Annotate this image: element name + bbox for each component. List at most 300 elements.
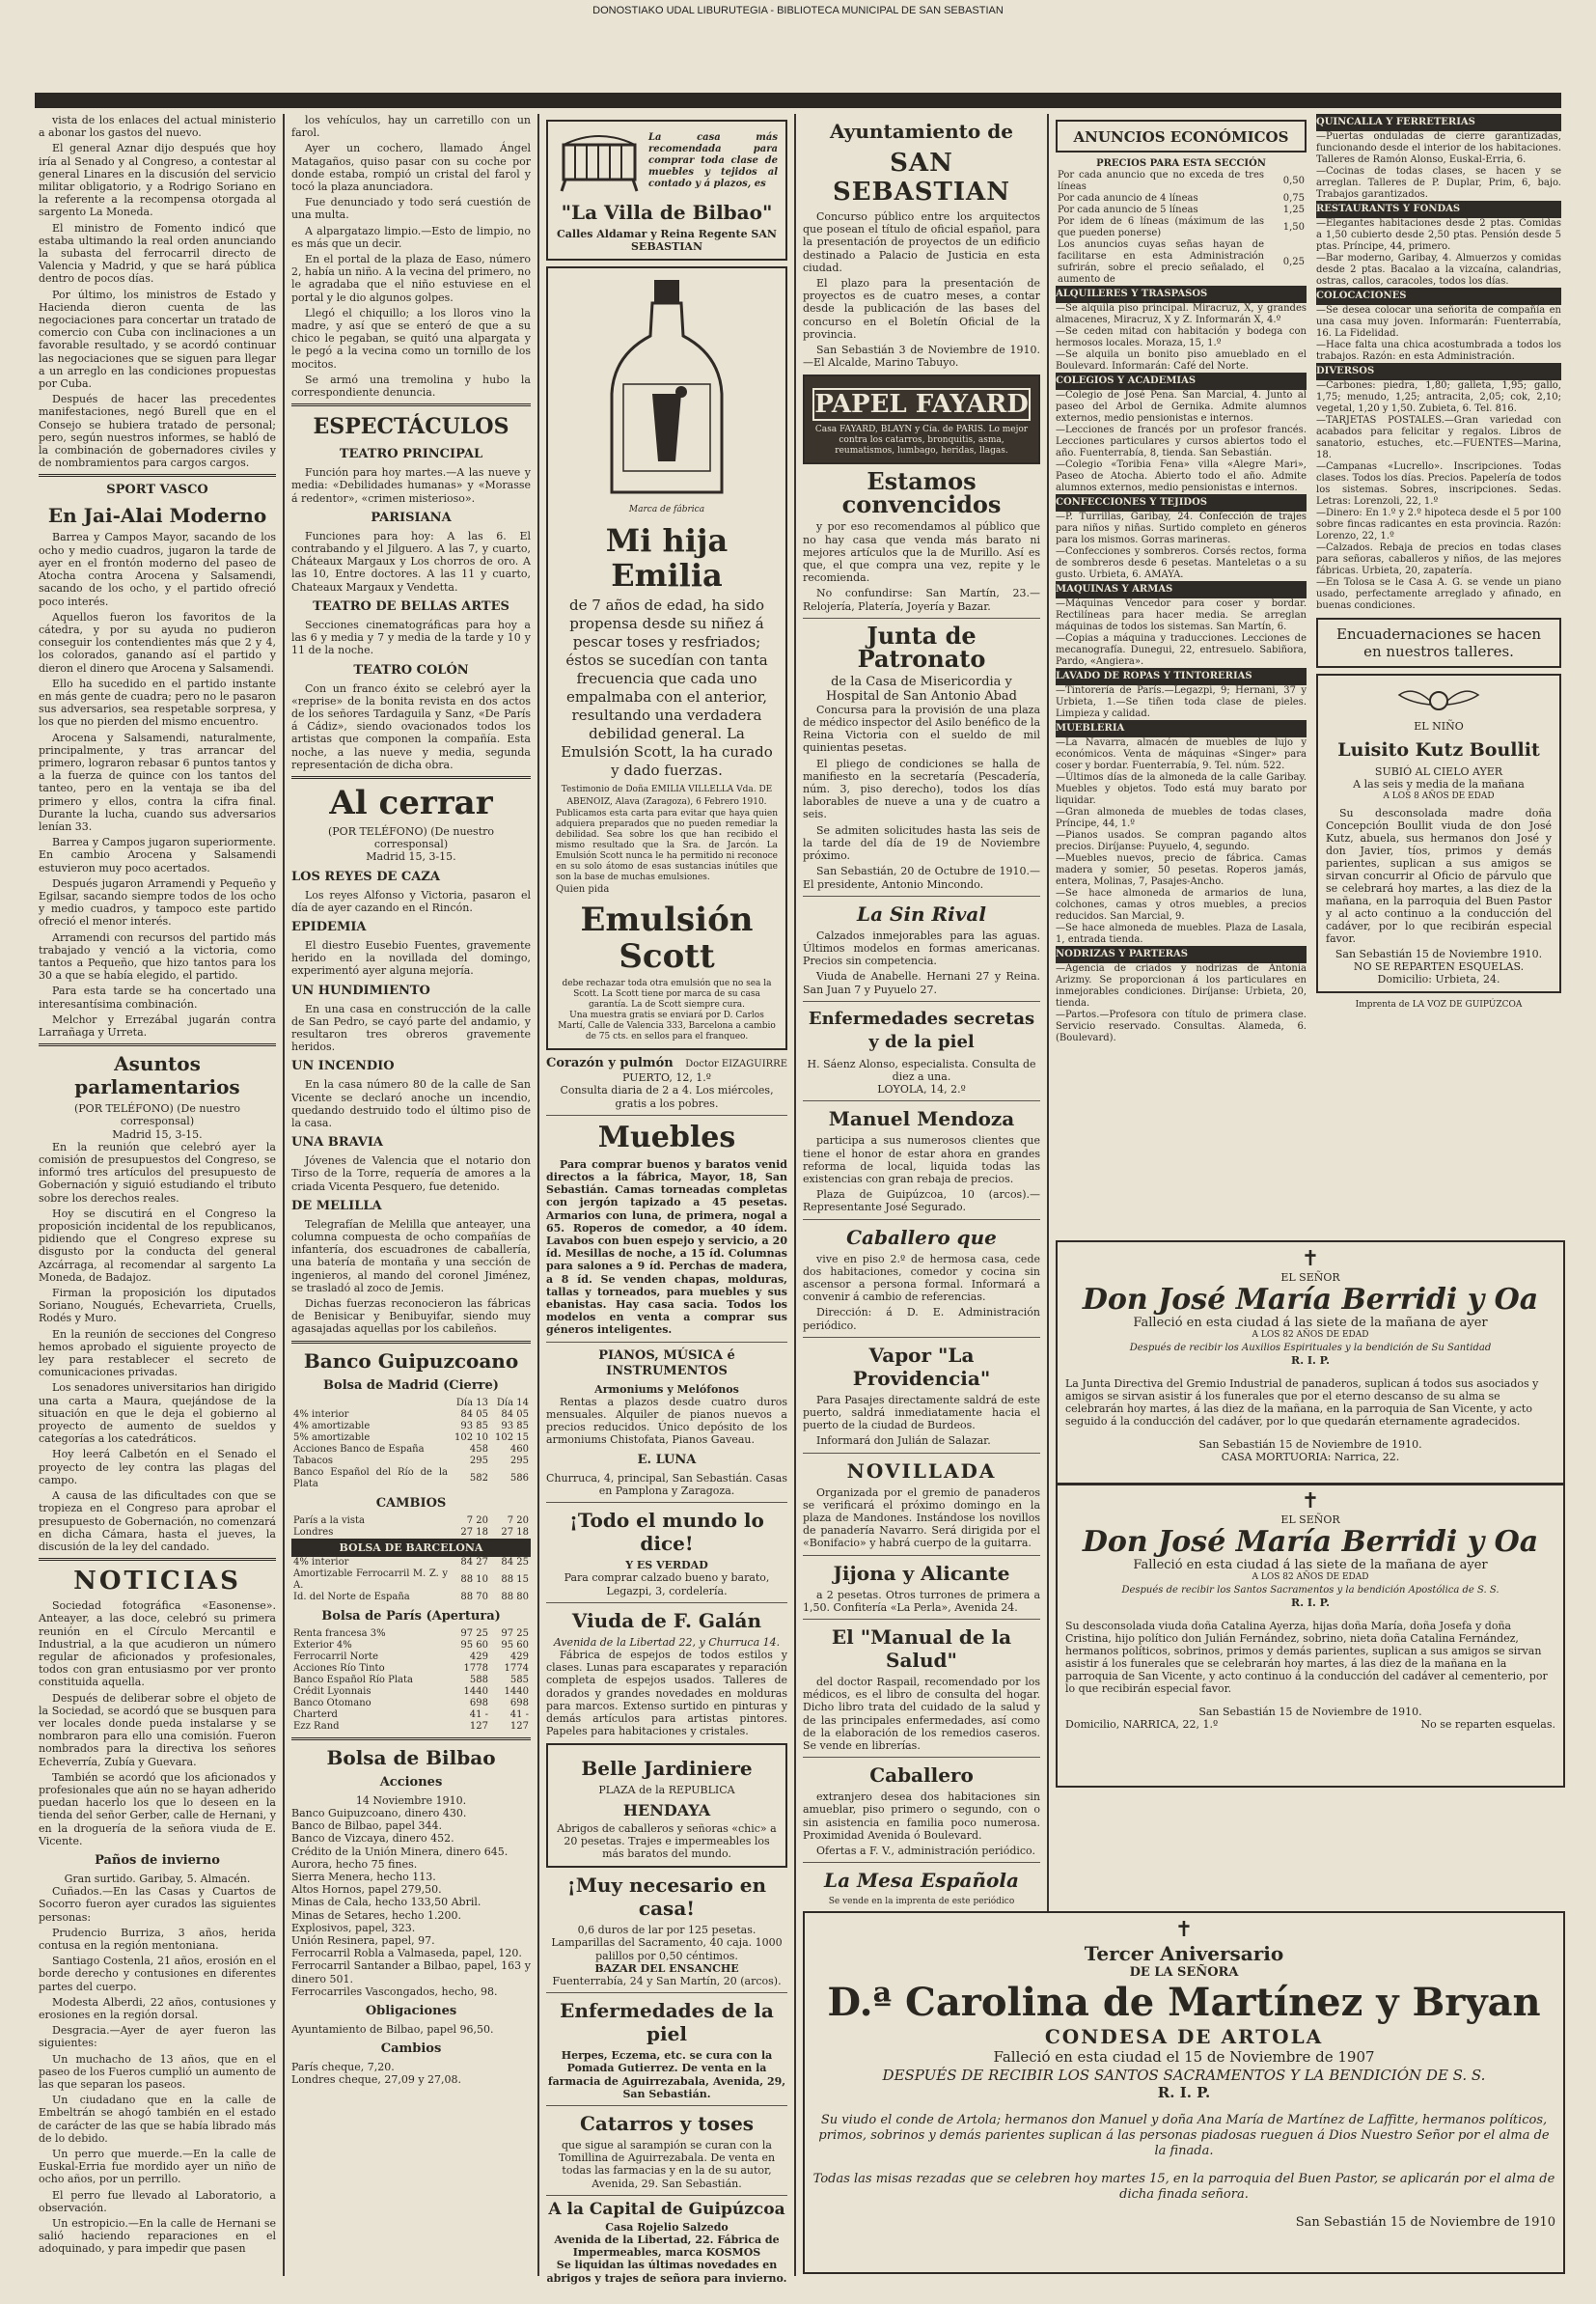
table-cell-value: 1440 bbox=[504, 1685, 529, 1697]
paragraph: vista de los enlaces del actual ministerio a abonar los gastos del nuevo. bbox=[39, 114, 276, 140]
table-cell-value: 7 20 bbox=[507, 1514, 529, 1526]
divider bbox=[291, 1737, 531, 1740]
list-item: Ferrocarriles Vascongados, hecho, 98. bbox=[291, 1985, 498, 1998]
table-cell-value: 84 25 bbox=[501, 1556, 529, 1568]
paragraph: El pliego de condiciones se halla de manifiesto en la secretaría (Pescadería, núm. 3, piso derecho), todos los días laborables de nueve a una y de cuatro a seis. bbox=[803, 757, 1040, 821]
price-label: Por idem de 6 líneas (máximum de las que pueden ponerse) bbox=[1058, 216, 1264, 238]
table-cell-label: Charterd bbox=[293, 1708, 338, 1720]
subhead: MUEBLERIA bbox=[1056, 720, 1307, 737]
headline-banco: Banco Guipuzcoano bbox=[303, 1348, 519, 1373]
paragraph: La Junta Directiva del Gremio Industrial de panaderos, suplican á todos sus asociados y amigos se sirvan asistir á los funerales que por el eterno descanso de su alma se celebrarán hoy martes, á las diez de la mañana, en la parroquia de San Vicente, y acto seguido á la conducción del cadáver, por lo que quedarán eternamente agradecidos. bbox=[1065, 1377, 1539, 1428]
paragraph: Su desconsolada viuda doña Catalina Ayerza, hijas doña María, doña Josefa y doña Cristina, hijo político don Julián Fernández, sobrino, nieta doña Catalina Fernández, hermanos políticos, sobrinos, primos y demás parientes, suplican a sus amigos se sirvan asistir á los funerales que se celebrarán hoy martes, á las diez de la mañana en la parroquia de San Vicente, y acto continuo á la conducción del cadáver al cementerio, por lo que recibirán especial favor. bbox=[1065, 1620, 1548, 1695]
ad-address: Fuenterrabía, 24 y San Martín, 20 (arcos). bbox=[552, 1974, 782, 1987]
classified-item: —P. Turrillas, Garibay, 24. Confección de trajes para niños y niñas. Surtido completo en géneros para los mismos. Gorras marineras. bbox=[1056, 512, 1307, 545]
table-cell-label: Banco Otomano bbox=[293, 1697, 371, 1708]
paragraph: Informará don Julián de Salazar. bbox=[816, 1434, 991, 1448]
table-row bbox=[291, 1421, 531, 1432]
subhead: UNA BRAVIA bbox=[291, 1135, 384, 1151]
paragraph: Concurso público entre los arquitectos que posean el título de oficial español, para la presentación de proyectos de un edificio destinado a Palacio de Justicia en esta ciudad. bbox=[803, 210, 1040, 274]
obit-line: Falleció en esta ciudad á las siete de la mañana de ayer bbox=[1133, 1558, 1488, 1572]
subhead: PARISIANA bbox=[371, 510, 452, 525]
table-cell-label: Tabacos bbox=[293, 1455, 333, 1466]
table-cell-label: Banco Español Río Plata bbox=[293, 1674, 413, 1685]
classified-item: —Copias a máquina y traducciones. Lecciones de mecanografía. Dunegui, 22, entresuelo. Sabiñora, Pardo, «Angiera». bbox=[1056, 633, 1307, 667]
subhead: Obligaciones bbox=[365, 2004, 457, 2019]
subhead: LOS REYES DE CAZA bbox=[291, 869, 440, 884]
obit-line: A las seis y media de la mañana bbox=[1353, 778, 1525, 791]
subhead: ALQUILERES Y TRASPASOS bbox=[1056, 286, 1307, 303]
classified-item: —Últimos días de la almoneda de la calle Garibay. Muebles y objetos. Todo está muy barato por liquidar. bbox=[1056, 772, 1307, 806]
classified-item: —Calzados. Rebaja de precios en todas clases para señoras, caballeros y niños, de las mejores fábricas. Urbieta, 20, zapatería. bbox=[1316, 542, 1561, 576]
table-cell-label: Ferrocarril Norte bbox=[293, 1651, 379, 1662]
ad-text: que sigue al sarampión se curan con la Tomillina de Aguirrezabala. De venta en todas las farmacias y en la de su autor, Avenida, 29. San Sebastián. bbox=[558, 2138, 776, 2190]
paragraph: Barrea y Campos jugaron superiormente. En cambio Arocena y Salsamendi estuvieron muy poco acertados. bbox=[39, 836, 276, 874]
table-cell-value: 458 bbox=[469, 1443, 488, 1455]
paragraph: Función para hoy martes.—A las nueve y media: «Debilidades humanas» y «Morasse á redentor», «crimen misterioso». bbox=[291, 466, 531, 505]
price-label: Por cada anuncio de 4 líneas bbox=[1058, 193, 1198, 204]
ad-title: "La Villa de Bilbao" bbox=[561, 201, 773, 224]
obit-name: Don José María Berridi y Oa bbox=[1082, 1525, 1539, 1559]
classified-item: —Colegio de José Pena. San Marcial, 4. Junto al paseo del Arbol de Gernika. Admite alumnos externos, medio pensionistas e internos. bbox=[1056, 390, 1307, 424]
divider bbox=[291, 776, 531, 779]
column-rule bbox=[537, 114, 539, 2276]
table-cell-value: 97 25 bbox=[501, 1627, 529, 1639]
paragraph: Se armó una tremolina y hubo la correspondiente denuncia. bbox=[291, 373, 531, 400]
subhead: TEATRO COLÓN bbox=[353, 662, 469, 678]
obit-note: NO SE REPARTEN ESQUELAS. bbox=[1353, 960, 1525, 973]
paragraph: Funciones para hoy: A las 6. El contrabando y el Jilguero. A las 7, y cuarto, Cháteaux Margaux y Los chorros de oro. A las 10, Entre doctores. A las 11 y cuarto, Chateaux Margaux y Vendetta. bbox=[291, 529, 531, 594]
paragraph: El diestro Eusebio Fuentes, gravemente herido en la novillada del domingo, experimentó ayer alguna mejoría. bbox=[291, 938, 531, 978]
obituary-berridi-2 bbox=[1056, 1483, 1565, 1788]
column-rule bbox=[794, 114, 796, 2276]
paragraph: Jóvenes de Valencia que el notario don Tirso de la Torre, requería de amores a la criada Vicenta Pesquero, fue detenido. bbox=[291, 1154, 531, 1193]
obit-date: San Sebastián 15 de Noviembre de 1910. bbox=[1198, 1438, 1422, 1451]
table-cell-label: 4% amortizable bbox=[293, 1420, 371, 1431]
paragraph: En una casa en construcción de la calle de San Pedro, se cayó parte del andamio, y resultaron tres obreros gravemente heridos. bbox=[291, 1002, 531, 1054]
obit-date: San Sebastián 15 de Noviembre de 1910. bbox=[1198, 1706, 1422, 1718]
ad-city: SAN SEBASTIAN bbox=[833, 149, 1010, 207]
paragraph: Después de hacer las precedentes manifestaciones, negó Burell que en el Consejo se hubiera tratado de personal; pero, según nuestros informes, se habló de la combinación de gobernadores civiles y de nombramientos para cargos cargos. bbox=[39, 393, 276, 470]
table-cell-value: 698 bbox=[509, 1697, 529, 1708]
table-cell-label: Id. del Norte de España bbox=[293, 1591, 410, 1602]
section-anuncios bbox=[1056, 120, 1307, 153]
table-cell-value: 27 18 bbox=[501, 1526, 529, 1538]
ad-title: Catarros y toses bbox=[579, 2111, 755, 2135]
table-cell-value: 41 - bbox=[469, 1708, 488, 1720]
paragraph: Fábrica de espejos de todos estilos y clases. Lunas para escaparates y reparación completa de espejos usados. Talleres de dorados y grandes novedades en molduras para marcos. Extenso surtido en pinturas y demás artículos para artistas pintores. Papeles para habitaciones y cristales. bbox=[546, 1648, 787, 1738]
divider bbox=[803, 1862, 1040, 1863]
subhead: CONFECCIONES Y TEJIDOS bbox=[1056, 494, 1307, 512]
obit-line: Falleció en esta ciudad el 15 de Noviembre de 1907 bbox=[993, 2048, 1375, 2066]
paragraph: Los senadores universitarios han dirigido una carta a Maura, quejándose de la situación en que le deja el gobierno al proyecto de aumento de sueldos y categorías a los catedráticos. bbox=[39, 1381, 276, 1446]
cross-icon: ✝ bbox=[1174, 1918, 1194, 1942]
list-item: Unión Resinera, papel, 97. bbox=[291, 1934, 435, 1948]
classified-item: —Dinero: En 1.º y 2.º hipoteca desde el 5 por 100 sobre fincas radicantes en esta provincia. Razón: Lorenzo, 22, 1.º bbox=[1316, 508, 1561, 541]
classified-item: —En Tolosa se le Casa A. G. se vende un piano usado, perfectamente arreglado y afinado, en buenas condiciones. bbox=[1316, 577, 1561, 611]
price-label: Los anuncios cuyas señas hayan de facilitarse en esta Administración sufrirán, sobre el precio señalado, el aumento de bbox=[1058, 239, 1264, 285]
table-cell-value: 7 20 bbox=[466, 1514, 488, 1526]
classified-item: —Campanas «Lucrello». Inscripciones. Todas clases. Todos los días. Precios. Papelería de todos los sistemas. Sobres, inscripciones. Sedas. Letras: Lorenzoli, 22, 1.º bbox=[1316, 461, 1561, 507]
paragraph: Fue denunciado y todo será cuestión de una multa. bbox=[291, 196, 531, 222]
ad-name: E. LUNA bbox=[637, 1452, 697, 1467]
column-2 bbox=[291, 114, 531, 2276]
ad-title: ¡Muy necesario en casa! bbox=[566, 1874, 767, 1921]
classified-item: —Tintorería de París.—Legazpi, 9; Hernani, 37 y Urbieta, 1.—Se tiñen toda clase de pieles. Limpieza y calidad. bbox=[1056, 685, 1307, 719]
classified-item: —Agencia de criados y nodrizas de Antonia Arizmy. Se proporcionan á los particulares en inmejorables condiciones. Diríjanse: Urbieta, 20, tienda. bbox=[1056, 963, 1307, 1009]
classified-item: —Puertas onduladas de cierre garantizadas, funcionando desde el interior de los habitaciones. Talleres de Ramón Alonso, Euskal-Erria, 6. bbox=[1316, 131, 1561, 165]
table-cell-value: 95 60 bbox=[501, 1639, 529, 1651]
table-cell-value: 88 80 bbox=[501, 1591, 529, 1602]
subhead: LAVADO DE ROPAS Y TINTORERIAS bbox=[1056, 668, 1307, 685]
divider bbox=[39, 1558, 276, 1561]
list-item: Ferrocarril Robla a Valmaseda, papel, 120. bbox=[291, 1947, 522, 1960]
ad-text: H. Sáenz Alonso, especialista. Consulta de diez a una. bbox=[807, 1057, 1036, 1083]
headline-al-cerrar: Al cerrar bbox=[329, 783, 493, 822]
paragraph: En el portal de la plaza de Easo, número 2, había un niño. A la vecina del primero, no le agradaba que el niño estuviese en el portal y le dio algunos golpes. bbox=[291, 253, 531, 304]
table-cell-label: París a la vista bbox=[293, 1514, 365, 1526]
table-cell-label: 5% amortizable bbox=[293, 1431, 371, 1443]
paragraph: Un ciudadano que en la calle de Embeltrán se ahogó también en el estado de carácter de las que se había librado más de lo debido. bbox=[39, 2094, 276, 2145]
obit-line: SUBIÓ AL CIELO AYER bbox=[1374, 765, 1503, 778]
table-cell-value: 698 bbox=[469, 1697, 488, 1708]
divider bbox=[546, 1992, 787, 1993]
list-item: Londres cheque, 27,09 y 27,08. bbox=[291, 2073, 462, 2087]
divider bbox=[803, 1100, 1040, 1101]
paragraph: del doctor Raspail, recomendado por los médicos, es el libro de consulta del hogar. Dicho libro trata del cuidado de la salud y de las principales enfermedades, así como de la elaboración de los remedios caseros. Se vende en librerías. bbox=[803, 1676, 1040, 1753]
divider bbox=[546, 2195, 787, 2196]
cradle-icon bbox=[556, 127, 643, 195]
market-table-madrid bbox=[291, 1398, 531, 1490]
divider bbox=[803, 1219, 1040, 1220]
paragraph: Con un franco éxito se celebró ayer la «reprise» de la bonita revista en dos actos de los señores Tardaguila y Sanz, «De París á Cádiz», siendo ovacionados todos los artistas que componen la compañía. Esta noche, a las nueve y media, segunda representación de dicha obra. bbox=[291, 681, 531, 771]
paragraph: Sociedad fotográfica «Easonense». Anteayer, a las doce, celebró su primera reunión en el Círculo Mercantil e Industrial, a la que acudieron un número regular de aficionados y profesionales, todos con gran entusiasmo por ver pronto constituida aquella. bbox=[39, 1599, 276, 1689]
dateline: Madrid 15, 3-15. bbox=[366, 850, 456, 864]
table-cell-label: Exterior 4% bbox=[293, 1639, 352, 1651]
table-cell-value: 27 18 bbox=[460, 1526, 488, 1538]
classified-item: —La Navarra, almacén de muebles de lujo y económicos. Venta de máquinas «Singer» para coser y bordar. Fuenterrabía, 9. Tel. núm. 522. bbox=[1056, 737, 1307, 771]
paragraph: Hoy leerá Calbetón en el Senado el proyecto de ley contra las plagas del campo. bbox=[39, 1448, 276, 1486]
dateline: 14 Noviembre 1910. bbox=[355, 1793, 467, 1807]
obit-age: A LOS 8 AÑOS DE EDAD bbox=[1383, 791, 1495, 801]
paragraph: Un muchacho de 13 años, que en el paseo de los Fueros cumplió un aumento de las que separan los paseos. bbox=[39, 2052, 276, 2092]
list-item: Minas de Cala, hecho 133,50 Abril. bbox=[291, 1896, 482, 1909]
table-row bbox=[291, 1592, 531, 1603]
table-cell-value: 1778 bbox=[463, 1662, 488, 1674]
divider bbox=[803, 1619, 1040, 1620]
subhead: CAMBIOS bbox=[375, 1495, 447, 1511]
table-cell-label: Amortizable Ferrocarril M. Z. y A. bbox=[293, 1568, 448, 1591]
table-cell-value: 588 bbox=[469, 1674, 488, 1685]
obit-rip: R. I. P. bbox=[1291, 1354, 1330, 1367]
price-table bbox=[1056, 170, 1307, 286]
subhead: TEATRO PRINCIPAL bbox=[339, 447, 483, 462]
paragraph: a 2 pesetas. Otros turrones de primera a 1,50. Confitería «La Perla», Avenida 24. bbox=[803, 1588, 1040, 1614]
classified-item: —Se hace almoneda de armarios de luna, colchones, camas y otros muebles, a precios reducidos. San Marcial, 9. bbox=[1056, 888, 1307, 922]
classified-item: —Elegantes habitaciones desde 2 ptas. Comidas a 1,50 cubierto desde 2,50 ptas. Pensión desde 5 ptas. Príncipe, 44, primero. bbox=[1316, 218, 1561, 252]
ad-title: Mi hija Emilia bbox=[605, 521, 729, 594]
paragraph: Arramendi con recursos del partido más trabajado y venció a la victoria, como tantos a Pequeño, que hizo tantos para los 30 a que se había elegido, el partido. bbox=[39, 930, 276, 983]
paragraph: Se admiten solicitudes hasta las seis de la tarde del día de 19 de Noviembre próximo. bbox=[803, 823, 1040, 863]
section-title: ANUNCIOS ECONÓMICOS bbox=[1073, 128, 1289, 146]
table-cell-value: 84 05 bbox=[460, 1408, 488, 1420]
table-row bbox=[291, 1456, 531, 1467]
ad-address: LOYOLA, 14, 2.º bbox=[877, 1083, 966, 1096]
table-row bbox=[291, 1686, 531, 1698]
paragraph: El plazo para la presentación de proyectos es de cuatro meses, a contar desde la publicación de las bases del concurso en el Boletín Oficial de la provincia. bbox=[803, 277, 1040, 341]
paragraph: San Sebastián 3 de Noviembre de 1910.—El Alcalde, Marino Tabuyo. bbox=[803, 344, 1040, 370]
ad-address: Churruca, 4, principal, San Sebastián. Casas en Pamplona y Zaragoza. bbox=[546, 1471, 787, 1497]
ad-title: Estamos convencidos bbox=[841, 467, 1002, 519]
obit-age: A LOS 82 AÑOS DE EDAD bbox=[1252, 1572, 1369, 1582]
market-table-cambios bbox=[291, 1515, 531, 1539]
printer-credit: Imprenta de LA VOZ DE GUIPÚZCOA bbox=[1355, 1000, 1523, 1010]
ad-text: Una muestra gratis se enviará por D. Carlos Martí, Calle de Valencia 333, Barcelona a cambio de 75 cts. en sellos para el franqueo. bbox=[558, 1011, 776, 1042]
paragraph: El perro fue llevado al Laboratorio, a observación. bbox=[39, 2188, 276, 2214]
table-row bbox=[1056, 170, 1307, 193]
paragraph: Calzados inmejorables para las aguas. Últimos modelos en formas americanas. Precios sin competencia. bbox=[803, 929, 1040, 968]
obituary-child bbox=[1316, 674, 1561, 993]
ad-title: Viuda de F. Galán bbox=[571, 1608, 762, 1632]
paragraph: A causa de las dificultades con que se tropieza en el Congreso para aprobar el presupuesto de Gobernación, no comenzará en dicha Cámara, hasta el jueves, la discusión de la ley del candado. bbox=[39, 1489, 276, 1553]
table-row bbox=[291, 1568, 531, 1592]
subhead: Acciones bbox=[379, 1774, 443, 1790]
ad-address: PUERTO, 12, 1.º bbox=[622, 1071, 711, 1085]
ad-address: Calles Aldamar y Reina Regente SAN SEBASTIAN bbox=[557, 228, 777, 254]
paragraph: Después de deliberar sobre el objeto de la Sociedad, se acordó que se busquen para ver locales donde pueda instalarse y se nombraron para ello una comisión. Fueron nombrados para la directiva los señores Echeverría, Zubía y Guevara. bbox=[39, 1691, 276, 1768]
obit-rip: R. I. P. bbox=[1157, 2084, 1211, 2101]
ad-text: Doctor EIZAGUIRRE bbox=[685, 1059, 787, 1070]
obit-address: Domicilio: Urbieta, 24. bbox=[1377, 973, 1500, 985]
column-rule bbox=[1047, 114, 1049, 1911]
price-label: Por cada anuncio de 5 líneas bbox=[1058, 205, 1198, 215]
list-item: Ferrocarril Santander a Bilbao, papel, 163 y dinero 501. bbox=[291, 1959, 531, 1985]
table-row bbox=[291, 1432, 531, 1444]
ad-text: Para comprar calzado bueno y barato, Legazpi, 3, cordelería. bbox=[564, 1571, 770, 1597]
table-row bbox=[291, 1628, 531, 1640]
ad-city: HENDAYA bbox=[622, 1800, 711, 1819]
list-item: Minas de Setares, hecho 1.200. bbox=[291, 1908, 461, 1922]
headline-espectaculos: ESPECTÁCULOS bbox=[313, 414, 509, 440]
paragraph: También se acordó que los aficionados y profesionales que aún no se hayan adherido puedan hacerlo los que lo deseen en la tienda del señor Gerber, calle de Hernani, y en la droguería de la señora viuda de E. Vicente. bbox=[39, 1770, 276, 1847]
table-cell-value: 429 bbox=[509, 1651, 529, 1662]
divider bbox=[39, 474, 276, 477]
ad-title: Jijona y Alicante bbox=[833, 1561, 1010, 1585]
ad-address: Avenida de la Libertad 22, y Churruca 14. bbox=[553, 1635, 781, 1649]
obit-age: A LOS 82 AÑOS DE EDAD bbox=[1252, 1330, 1369, 1340]
ad-text: Testimonio de Doña EMILIA VILLELLA Vda. DE ABENOIZ, Alava (Zaragoza), 6 Febrero 1910. bbox=[561, 784, 773, 807]
obit-title: EL SEÑOR bbox=[1280, 1271, 1340, 1284]
ad-title: El "Manual de la Salud" bbox=[831, 1625, 1012, 1672]
table-cell-value: 127 bbox=[469, 1720, 488, 1732]
ad-text: Abrigos de caballeros y señoras «chic» a 20 pesetas. Trajes e impermeables los más baratos del mundo. bbox=[557, 1821, 777, 1860]
table-row bbox=[291, 1698, 531, 1709]
table-cell-label: Acciones Río Tinto bbox=[293, 1662, 385, 1674]
subhead: UN INCENDIO bbox=[291, 1059, 395, 1074]
price-value: 1,50 bbox=[1282, 222, 1305, 233]
obit-address: Domicilio, NARRICA, 22, 1.º bbox=[1065, 1718, 1219, 1731]
ad-title: Corazón y pulmón bbox=[546, 1056, 674, 1071]
classified-item: —Confecciones y sombreros. Corsés rectos, forma de sombreros desde 6 pesetas. Manteletas o a su gusto. Urbieta, 6. AMAYA. bbox=[1056, 546, 1307, 580]
table-cell-label: Renta francesa 3% bbox=[293, 1627, 386, 1639]
obit-line: Falleció en esta ciudad á las siete de la mañana de ayer bbox=[1133, 1316, 1488, 1330]
ad-text: Casa FAYARD, BLAYN y Cía. de PARIS. Lo mejor contra los catarros, bronquitis, asma, reumatismos, lumbago, heridas, llagas. bbox=[814, 425, 1029, 457]
table-cell-value: 41 - bbox=[509, 1708, 529, 1720]
ad-title: Caballero bbox=[869, 1763, 974, 1788]
table-cell-label: Ezz Rand bbox=[293, 1720, 340, 1732]
table-cell-value: 586 bbox=[509, 1472, 529, 1484]
angel-icon bbox=[1395, 681, 1482, 720]
divider bbox=[546, 1602, 787, 1603]
obit-sacraments: Después de recibir los Santos Sacramentos y la bendición Apostólica de S. S. bbox=[1121, 1585, 1500, 1596]
table-row bbox=[291, 1709, 531, 1721]
paragraph: los vehículos, hay un carretillo con un farol. bbox=[291, 114, 531, 140]
paragraph: En la reunión que celebró ayer la comisión de presupuestos del Congreso, se informó tres artículos del presupuesto de Gobernación y siguió estudiando el tributo sobre los derechos reales. bbox=[39, 1140, 276, 1205]
obit-note: No se reparten esquelas. bbox=[1420, 1718, 1555, 1731]
headline-parlamentarios: Asuntos parlamentarios bbox=[74, 1052, 240, 1099]
ad-subtitle: Y ES VERDAD bbox=[625, 1559, 708, 1572]
subhead: DIVERSOS bbox=[1316, 363, 1561, 380]
classified-item: —Lecciones de francés por un profesor francés. Lecciones particulares y cursos abiertos todo el año. Fuenterrabía, 8, tienda. San Sebastián. bbox=[1056, 425, 1307, 458]
classified-item: —Muebles nuevos, precio de fábrica. Camas madera y somier, 50 pesetas. Roperos jamás, entera, Molinas, 7, Pasajes-Ancho. bbox=[1056, 853, 1307, 887]
table-cell-value: 88 10 bbox=[460, 1573, 488, 1585]
table-row bbox=[1056, 205, 1307, 216]
obit-sacraments: Después de recibir los Auxilios Espirituales y la bendición de Su Santidad bbox=[1129, 1343, 1492, 1353]
subhead: Cambios bbox=[380, 2041, 442, 2057]
divider bbox=[546, 2105, 787, 2106]
list-item: Aurora, hecho 75 fines. bbox=[291, 1857, 418, 1871]
classified-item: —TARJETAS POSTALES.—Gran variedad con acabados para felicitar y regalos. Libros de sanatorio, estuches, etc.—FUENTES—Marina, 18. bbox=[1316, 415, 1561, 460]
table-cell-value: 582 bbox=[469, 1472, 488, 1484]
subhead: NODRIZAS Y PARTERAS bbox=[1056, 946, 1307, 963]
classified-item: —Partos.—Profesora con título de primera clase. Servicio reservado. Consultas. Alameda, 6. (Boulevard). bbox=[1056, 1010, 1307, 1043]
paragraph: Para esta tarde se ha concertado una interesantísima combinación. bbox=[39, 985, 276, 1011]
column-5-right bbox=[1316, 114, 1561, 1238]
table-cell-value: 88 70 bbox=[460, 1591, 488, 1602]
divider bbox=[803, 1001, 1040, 1002]
ad-text: La casa más recomendada para comprar toda clase de muebles y tejidos al contado y á plazos, es bbox=[648, 132, 778, 189]
paragraph: En la reunión de secciones del Congreso hemos aprobado el siguiente proyecto de ley para restablecer el secreto de comunicaciones privadas. bbox=[39, 1327, 276, 1379]
table-row bbox=[291, 1652, 531, 1663]
obit-title: Tercer Aniversario bbox=[1084, 1942, 1284, 1965]
paragraph: Un perro que muerde.—En la calle de Euskal-Erria fue mordido ayer un niño de ocho años, por un perrillo. bbox=[39, 2148, 276, 2186]
obit-name: Luisito Kutz Boullit bbox=[1337, 739, 1540, 761]
ad-title: NOVILLADA bbox=[846, 1458, 997, 1483]
ad-title: La Mesa Española bbox=[824, 1869, 1019, 1893]
ad-title: Ayuntamiento de bbox=[830, 120, 1013, 143]
subhead: PRECIOS PARA ESTA SECCIÓN bbox=[1096, 158, 1266, 169]
paragraph: Ello ha sucedido en el partido instante en más gente de cuadra; pero no le pasaron sus adversarios, sea respetable sorpresa, y los que no pierden del mismo encuentro. bbox=[39, 677, 276, 729]
table-cell-label: Acciones Banco de España bbox=[293, 1443, 425, 1455]
table-cell-label: 4% interior bbox=[293, 1556, 349, 1568]
table-row bbox=[1056, 216, 1307, 239]
paragraph: Viuda de Anabelle. Hernani 27 y Reina. San Juan 7 y Puyuelo 27. bbox=[803, 970, 1040, 996]
classified-item: —Bar moderno, Garibay, 4. Almuerzos y comidas desde 2 ptas. Bacalao a la vizcaína, calandrias, ostras, callos, caracoles, todos los días. bbox=[1316, 253, 1561, 287]
paragraph: Por último, los ministros de Estado y Hacienda dieron cuenta de las negociaciones para concertar un tratado de comercio con Cuba con inclinaciones a un favorable resultado, y se acordó continuar las negociaciones que se siguen para llegar a un arreglo en las condiciones propuestas por Cuba. bbox=[39, 288, 276, 391]
ad-name: BAZAR DEL ENSANCHE bbox=[594, 1961, 739, 1975]
classified-item: —Cocinas de todas clases, se hacen y se arreglan. Talleres de P. Duplar, Prim, 6, bajo. Trabajos garantizados. bbox=[1316, 166, 1561, 200]
list-item: Banco de Vizcaya, dinero 452. bbox=[291, 1832, 454, 1846]
table-cell-label: Londres bbox=[293, 1526, 334, 1538]
classified-item: —Pianos usados. Se compran pagando altos precios. Diríjanse: Puyuelo, 4, segundo. bbox=[1056, 830, 1307, 852]
paragraph: Los reyes Alfonso y Victoria, pasaron el día de ayer cazando en el Rincón. bbox=[291, 888, 531, 914]
table-row bbox=[291, 1515, 531, 1527]
table-row bbox=[291, 1721, 531, 1733]
section-label: SPORT VASCO bbox=[106, 483, 208, 498]
byline: (POR TELÉFONO) (De nuestro corresponsal) bbox=[327, 824, 494, 851]
price-value: 0,25 bbox=[1282, 257, 1305, 267]
headline-noticias: NOTICIAS bbox=[73, 1567, 241, 1596]
ad-title: Paños de invierno bbox=[95, 1852, 220, 1868]
table-cell-value: 295 bbox=[469, 1455, 488, 1466]
market-table-barcelona bbox=[291, 1557, 531, 1603]
classified-item: —Hace falta una chica acostumbrada a todos los trabajos. Razón: en esta Administración. bbox=[1316, 340, 1561, 362]
masthead-rule bbox=[35, 93, 1561, 108]
paragraph: y por eso recomendamos al público que no hay casa que venda más barato ni mejores artículos que la de Murillo. Así es que, el que compra una vez, repite y le recomienda. bbox=[803, 520, 1040, 585]
subhead: RESTAURANTS Y FONDAS bbox=[1316, 201, 1561, 218]
paragraph: Su desconsolada madre doña Concepción Boullit viuda de don José Kutz, abuela, sus hermanos don José y don Javier, tíos, primos y demás parientes, suplican a sus amigos se sirvan concurrir al Oficio de párvulo que se celebrará hoy martes, a las diez de la mañana, en la parroquia del Buen Pastor y al acto continuo a la conducción del cadáver, por lo que recibirán especial favor. bbox=[1326, 807, 1552, 945]
table-cell-label: 4% interior bbox=[293, 1408, 349, 1420]
subhead: DE MELILLA bbox=[291, 1198, 382, 1213]
paragraph: participa a sus numerosos clientes que tiene el honor de estar ahora en grandes reforma de local, liquida todas las existencias con gran rebaja de precios. bbox=[803, 1134, 1040, 1185]
paragraph: El ministro de Fomento indicó que estaba ultimando la real orden anunciando la subasta del ferrocarril directo de Valencia y Madrid, y que se hará pública dentro de pocos días. bbox=[39, 221, 276, 286]
table-cell-value: 585 bbox=[509, 1674, 529, 1685]
subhead: EPIDEMIA bbox=[291, 919, 367, 934]
ad-title: Belle Jardiniere bbox=[581, 1757, 753, 1781]
ad-belle-jardiniere bbox=[546, 1743, 787, 1868]
column-3 bbox=[546, 114, 787, 2285]
obit-sacraments: DESPUÉS DE RECIBIR LOS SANTOS SACRAMENTOS Y LA BENDICIÓN DE S. S. bbox=[882, 2067, 1486, 2084]
divider bbox=[546, 1342, 787, 1343]
table-cell-value: 127 bbox=[509, 1720, 529, 1732]
ad-title: Enfermedades secretas y de la piel bbox=[808, 1008, 1035, 1052]
column-1 bbox=[39, 114, 276, 2276]
obit-date: San Sebastián 15 de Noviembre de 1910 bbox=[1295, 2215, 1555, 2230]
ad-title: Vapor "La Providencia" bbox=[852, 1343, 991, 1390]
table-cell-label: Crédit Lyonnais bbox=[293, 1685, 371, 1697]
watermark-header: DONOSTIAKO UDAL LIBURUTEGIA - BIBLIOTECA MUNICIPAL DE SAN SEBASTIAN bbox=[592, 5, 1004, 16]
ad-subtitle: de la Casa de Misericordia y Hospital de San Antonio Abad bbox=[826, 674, 1017, 704]
divider bbox=[546, 1502, 787, 1503]
paragraph: Aquellos fueron los favoritos de la cátedra, y por su ayuda no pudieron conseguir los contendientes más que 2 y 4, los colorados, ganando así el partido y dieron el dinero que Arocena y Salsamendi. bbox=[39, 610, 276, 675]
bilbao-list bbox=[291, 1807, 531, 1998]
ad-text: Consulta diaria de 2 a 4. Los miércoles, gratis a los pobres. bbox=[560, 1084, 774, 1110]
paragraph: Barrea y Campos Mayor, sacando de los ocho y medio cuadros, jugaron la tarde de ayer en el frontón moderno del paseo de Atocha contra Arocena y Salsamendi, sacando de los ocho, y el partido ofreció poco interés. bbox=[39, 531, 276, 608]
list-item: Banco Guipuzcoano, dinero 430. bbox=[291, 1807, 467, 1820]
list-item: Explosivos, papel, 323. bbox=[291, 1921, 416, 1934]
ad-title: Enfermedades de la piel bbox=[560, 1999, 774, 2046]
ad-title: La Sin Rival bbox=[857, 902, 986, 926]
headline-jai-alai: En Jai-Alai Moderno bbox=[47, 504, 267, 528]
table-row bbox=[291, 1557, 531, 1568]
ad-text: Gran surtido. Garibay, 5. Almacén. bbox=[64, 1872, 251, 1885]
paragraph: Plaza de Guipúzcoa, 10 (arcos).—Representante José Segurado. bbox=[803, 1188, 1040, 1214]
obit-name: Don José María Berridi y Oa bbox=[1082, 1283, 1539, 1317]
ad-title: ¡Todo el mundo lo dice! bbox=[569, 1509, 764, 1556]
subhead: Bolsa de Madrid (Cierre) bbox=[323, 1377, 499, 1393]
cross-icon: ✝ bbox=[1301, 1247, 1320, 1271]
table-cell-value: 102 10 bbox=[454, 1431, 488, 1443]
ad-title: Junta de Patronato bbox=[857, 621, 986, 673]
ad-text: debe rechazar toda otra emulsión que no sea la Scott. La Scott tiene por marca de su casa garantía. La de Scott siempre cura. bbox=[562, 979, 772, 1011]
obituary-berridi-1 bbox=[1056, 1240, 1565, 1485]
divider bbox=[39, 1043, 276, 1046]
ad-title: Caballero que bbox=[846, 1225, 997, 1249]
classified-item: —Máquinas Vencedor para coser y bordar. Rectilíneas para hacer media. Se arreglan máquinas de todos los sistemas. San Martín, 6. bbox=[1056, 598, 1307, 632]
list-item: Altos Hornos, papel 279,50. bbox=[291, 1883, 442, 1897]
table-cell-value: 295 bbox=[509, 1455, 529, 1466]
paragraph: No confundirse: San Martín, 23.—Relojería, Platería, Joyería y Bazar. bbox=[803, 587, 1040, 613]
divider bbox=[803, 1453, 1040, 1454]
